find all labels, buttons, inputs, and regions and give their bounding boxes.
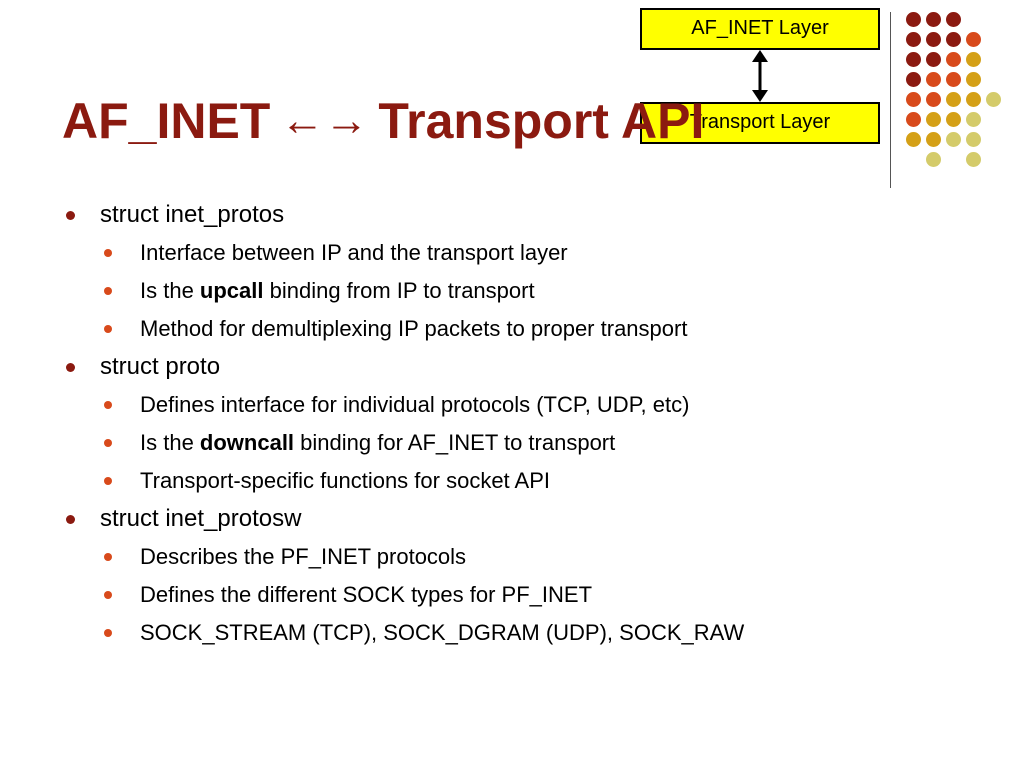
sub-list-item-text: binding from IP to transport — [263, 278, 535, 303]
bullet-dot-icon — [66, 363, 75, 372]
decorative-dot — [966, 72, 981, 87]
sub-list-item-text: Defines interface for individual protocols (TCP, UDP, etc) — [140, 392, 690, 417]
list-item — [60, 500, 1000, 538]
decorative-dot — [946, 32, 961, 47]
decorative-dot — [966, 92, 981, 107]
decorative-dot — [946, 92, 961, 107]
bullet-dot-icon — [66, 211, 75, 220]
sub-list-item-text: Defines the different SOCK types for PF_INET — [140, 582, 593, 607]
sub-list-item-text: Transport-specific functions for socket API — [140, 468, 551, 493]
sub-bullet-dot-icon — [104, 591, 112, 599]
decorative-dot — [906, 92, 921, 107]
sub-bullet-dot-icon — [104, 287, 112, 295]
sub-list-item — [60, 576, 1000, 614]
sub-list-item-text: SOCK_STREAM (TCP), SOCK_DGRAM (UDP), SOCK_RAW — [140, 620, 745, 645]
decorative-dot — [946, 132, 961, 147]
decorative-dot — [946, 112, 961, 127]
decorative-dot — [926, 112, 941, 127]
bullet-list — [60, 196, 1000, 652]
sub-list-item-text: binding for AF_INET to transport — [294, 430, 616, 455]
decorative-dot-grid — [906, 12, 1016, 172]
sub-list-item-text: Method for demultiplexing IP packets to proper transport — [140, 316, 688, 341]
sub-bullet-dot-icon — [104, 439, 112, 447]
list-item — [60, 348, 1000, 386]
decorative-dot — [966, 52, 981, 67]
decorative-dot — [926, 32, 941, 47]
sub-bullet-dot-icon — [104, 249, 112, 257]
sub-list-item — [60, 424, 1000, 462]
decorative-dot — [906, 132, 921, 147]
sub-list-item — [60, 614, 1000, 652]
decorative-dot — [926, 152, 941, 167]
emphasized-term: downcall — [199, 430, 295, 455]
list-item-text: struct inet_protos — [100, 201, 285, 228]
decorative-dot — [906, 12, 921, 27]
decorative-dot — [966, 152, 981, 167]
decorative-dot — [926, 12, 941, 27]
decorative-dot — [906, 52, 921, 67]
page-title — [62, 86, 704, 159]
decorative-dot — [946, 72, 961, 87]
title-right: Transport API — [378, 93, 705, 149]
sub-list-item — [60, 234, 1000, 272]
af-inet-layer-label: AF_INET Layer — [691, 17, 829, 39]
double-headed-arrow-icon — [748, 50, 772, 102]
emphasized-term: upcall — [199, 278, 264, 303]
decorative-dot — [986, 92, 1001, 107]
list-item-text: struct proto — [100, 353, 221, 380]
decorative-dot — [906, 32, 921, 47]
sub-list-item-text: Is the — [140, 278, 200, 303]
sub-bullet-dot-icon — [104, 477, 112, 485]
decorative-dot — [926, 52, 941, 67]
bidirectional-arrows-icon: ←→ — [280, 96, 369, 145]
decorative-dot — [946, 12, 961, 27]
sub-list-item-text: Describes the PF_INET protocols — [140, 544, 467, 569]
decorative-dot — [966, 112, 981, 127]
sub-bullet-dot-icon — [104, 629, 112, 637]
list-item-text: struct inet_protosw — [100, 505, 302, 532]
sub-bullet-dot-icon — [104, 401, 112, 409]
decorative-dot — [926, 72, 941, 87]
decorative-dot — [926, 132, 941, 147]
decorative-dot — [966, 132, 981, 147]
decorative-dot — [946, 52, 961, 67]
sub-list-item — [60, 386, 1000, 424]
transport-layer-label: Transport Layer — [689, 111, 831, 133]
title-left: AF_INET — [62, 93, 271, 149]
decorative-dot — [906, 112, 921, 127]
vertical-divider — [890, 12, 891, 188]
sub-list-item — [60, 462, 1000, 500]
sub-bullet-dot-icon — [104, 325, 112, 333]
sub-list-item-text: Is the — [140, 430, 200, 455]
decorative-dot — [906, 72, 921, 87]
list-item — [60, 196, 1000, 234]
af-inet-layer-box — [640, 8, 880, 50]
decorative-dot — [966, 32, 981, 47]
sub-list-item — [60, 538, 1000, 576]
sub-list-item — [60, 310, 1000, 348]
sub-bullet-dot-icon — [104, 553, 112, 561]
sub-list-item — [60, 272, 1000, 310]
bullet-dot-icon — [66, 515, 75, 524]
sub-list-item-text: Interface between IP and the transport layer — [140, 240, 568, 265]
decorative-dot — [926, 92, 941, 107]
